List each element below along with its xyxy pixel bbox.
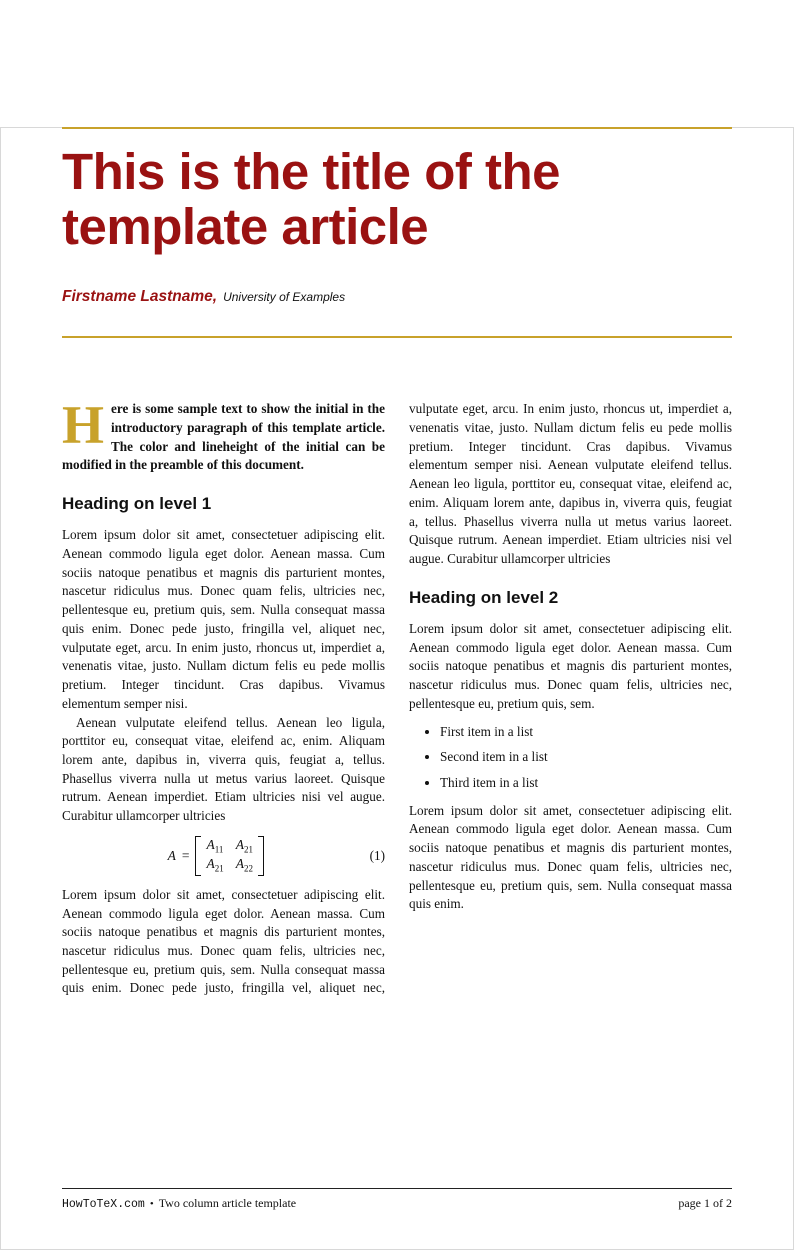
equation-body [62,836,370,876]
footer-row [62,1196,732,1211]
equation-lhs: A [167,848,176,864]
page-content [0,127,794,1016]
matrix-cells [201,836,258,876]
equation-1 [62,836,385,876]
paragraph-4: Lorem ipsum dolor sit amet, consectetuer adipiscing elit. Aenean commodo ligula eget dolor. Aenean massa. Cum sociis natoque penatibus et magnis dis parturient montes, nascetur ridiculus mus. Donec quam felis, ultricies nec, pellentesque eu, pretium quis, sem. [409,620,732,711]
footer-rule [62,1188,732,1189]
list-item: • First item in a list [440,723,732,742]
paragraph-3: Lorem ipsum dolor sit amet, consectetuer adipiscing elit. Aenean commodo ligula eget dolor. Aenean massa. Cum sociis natoque penatibus et magnis dis parturient montes, nascetur ridiculus mus. Donec quam felis, ultricies nec, pellentesque eu, pretium quis, sem. Nulla consequat massa quis enim. Donec pede justo, fringilla vel, aliquet nec, vulputate eget, arcu. In enim justo, rhoncus ut, imperdiet a, venenatis vitae, justo. Nullam dictum felis eu pede mollis pretium. Integer tincidunt. Cras dapibus. Vivamus elementum semper nisi. Aenean vulputate eleifend tellus. Aenean leo ligula, porttitor eu, consequat vitae, eleifend ac, enim. Aliquam lorem ante, dapibus in, viverra quis, feugiat a, tellus. Phasellus viverra nulla ut metus varius laoreet. Quisque rutrum. Aenean imperdiet. Etiam ultricies nisi vel augue. Curabitur ullamcorper ultricies [62,401,732,996]
list-item: • Third item in a list [440,774,732,793]
author-name: Firstname Lastname, [62,288,218,306]
page-indicator: page 1 of 2 [678,1196,732,1210]
section-heading-1: Heading on level 1 [62,494,212,514]
equation-relation: = [181,848,190,864]
matrix [195,836,264,876]
article-page [0,127,794,1250]
intro-text: ere is some sample text to show the initial in the introductory paragraph of this template article. The color and lineheight of the initial can be modified in the preamble of this document. [62,401,385,473]
section-heading-2: Heading on level 2 [409,587,559,607]
page-footer [62,1188,732,1211]
drop-cap: H [62,395,105,456]
matrix-right-bracket [258,836,264,876]
matrix-cell: $A_{21}$ [206,855,224,874]
paragraph-5: Lorem ipsum dolor sit amet, consectetuer adipiscing elit. Aenean commodo ligula eget dolor. Aenean massa. Cum sociis natoque penatibus et magnis dis parturient montes, nascetur ridiculus mus. Donec quam felis, ultricies nec, pellentesque eu, pretium quis, sem. Nulla consequat massa quis enim. [409,802,732,912]
equation-number: (1) [369,847,385,863]
article-title [62,145,732,254]
bullet-list [409,723,732,793]
footer-brand: HowToTeX.com [62,1198,145,1211]
footer-bullet-separator: • [149,1198,154,1210]
matrix-cell: $A_{11}$ [206,836,224,855]
author-affiliation: University of Examples [223,290,346,305]
paragraph-1: Lorem ipsum dolor sit amet, consectetuer adipiscing elit. Aenean commodo ligula eget dolor. Aenean massa. Cum sociis natoque penatibus et magnis dis parturient montes, nascetur ridiculus mus. Donec quam felis, ultricies nec, pellentesque eu, pretium quis, sem. Nulla consequat massa quis enim. Donec pede justo, fringilla vel, aliquet nec, vulputate eget, arcu. In enim justo, rhoncus ut, imperdiet a, venenatis vitae, justo. Nullam dictum felis eu pede mollis pretium. Integer tincidunt. Cras dapibus. Vivamus elementum semper nisi. [62,527,385,711]
footer-left [62,1196,296,1211]
article-title-line-1: This is the title of the [62,143,561,200]
article-title-line-2: template article [62,197,429,255]
top-rule [62,127,732,129]
list-item: • Second item in a list [440,748,732,767]
matrix-cell: $A_{22}$ [235,855,253,874]
divider-rule [62,336,732,338]
footer-description: Two column article template [158,1196,297,1210]
author-line [62,288,732,306]
intro-paragraph [62,395,385,475]
matrix-cell: $A_{21}$ [235,836,253,855]
article-body [62,395,732,1016]
paragraph-2: Aenean vulputate eleifend tellus. Aenean leo ligula, porttitor eu, consequat vitae, eleifend ac, enim. Aliquam lorem ante, dapibus in, viverra quis, feugiat a, tellus. Phasellus viverra nulla ut metus varius laoreet. Quisque rutrum. Aenean imperdiet. Etiam ultricies nisi vel augue. Curabitur ullamcorper ultricies [62,714,385,824]
